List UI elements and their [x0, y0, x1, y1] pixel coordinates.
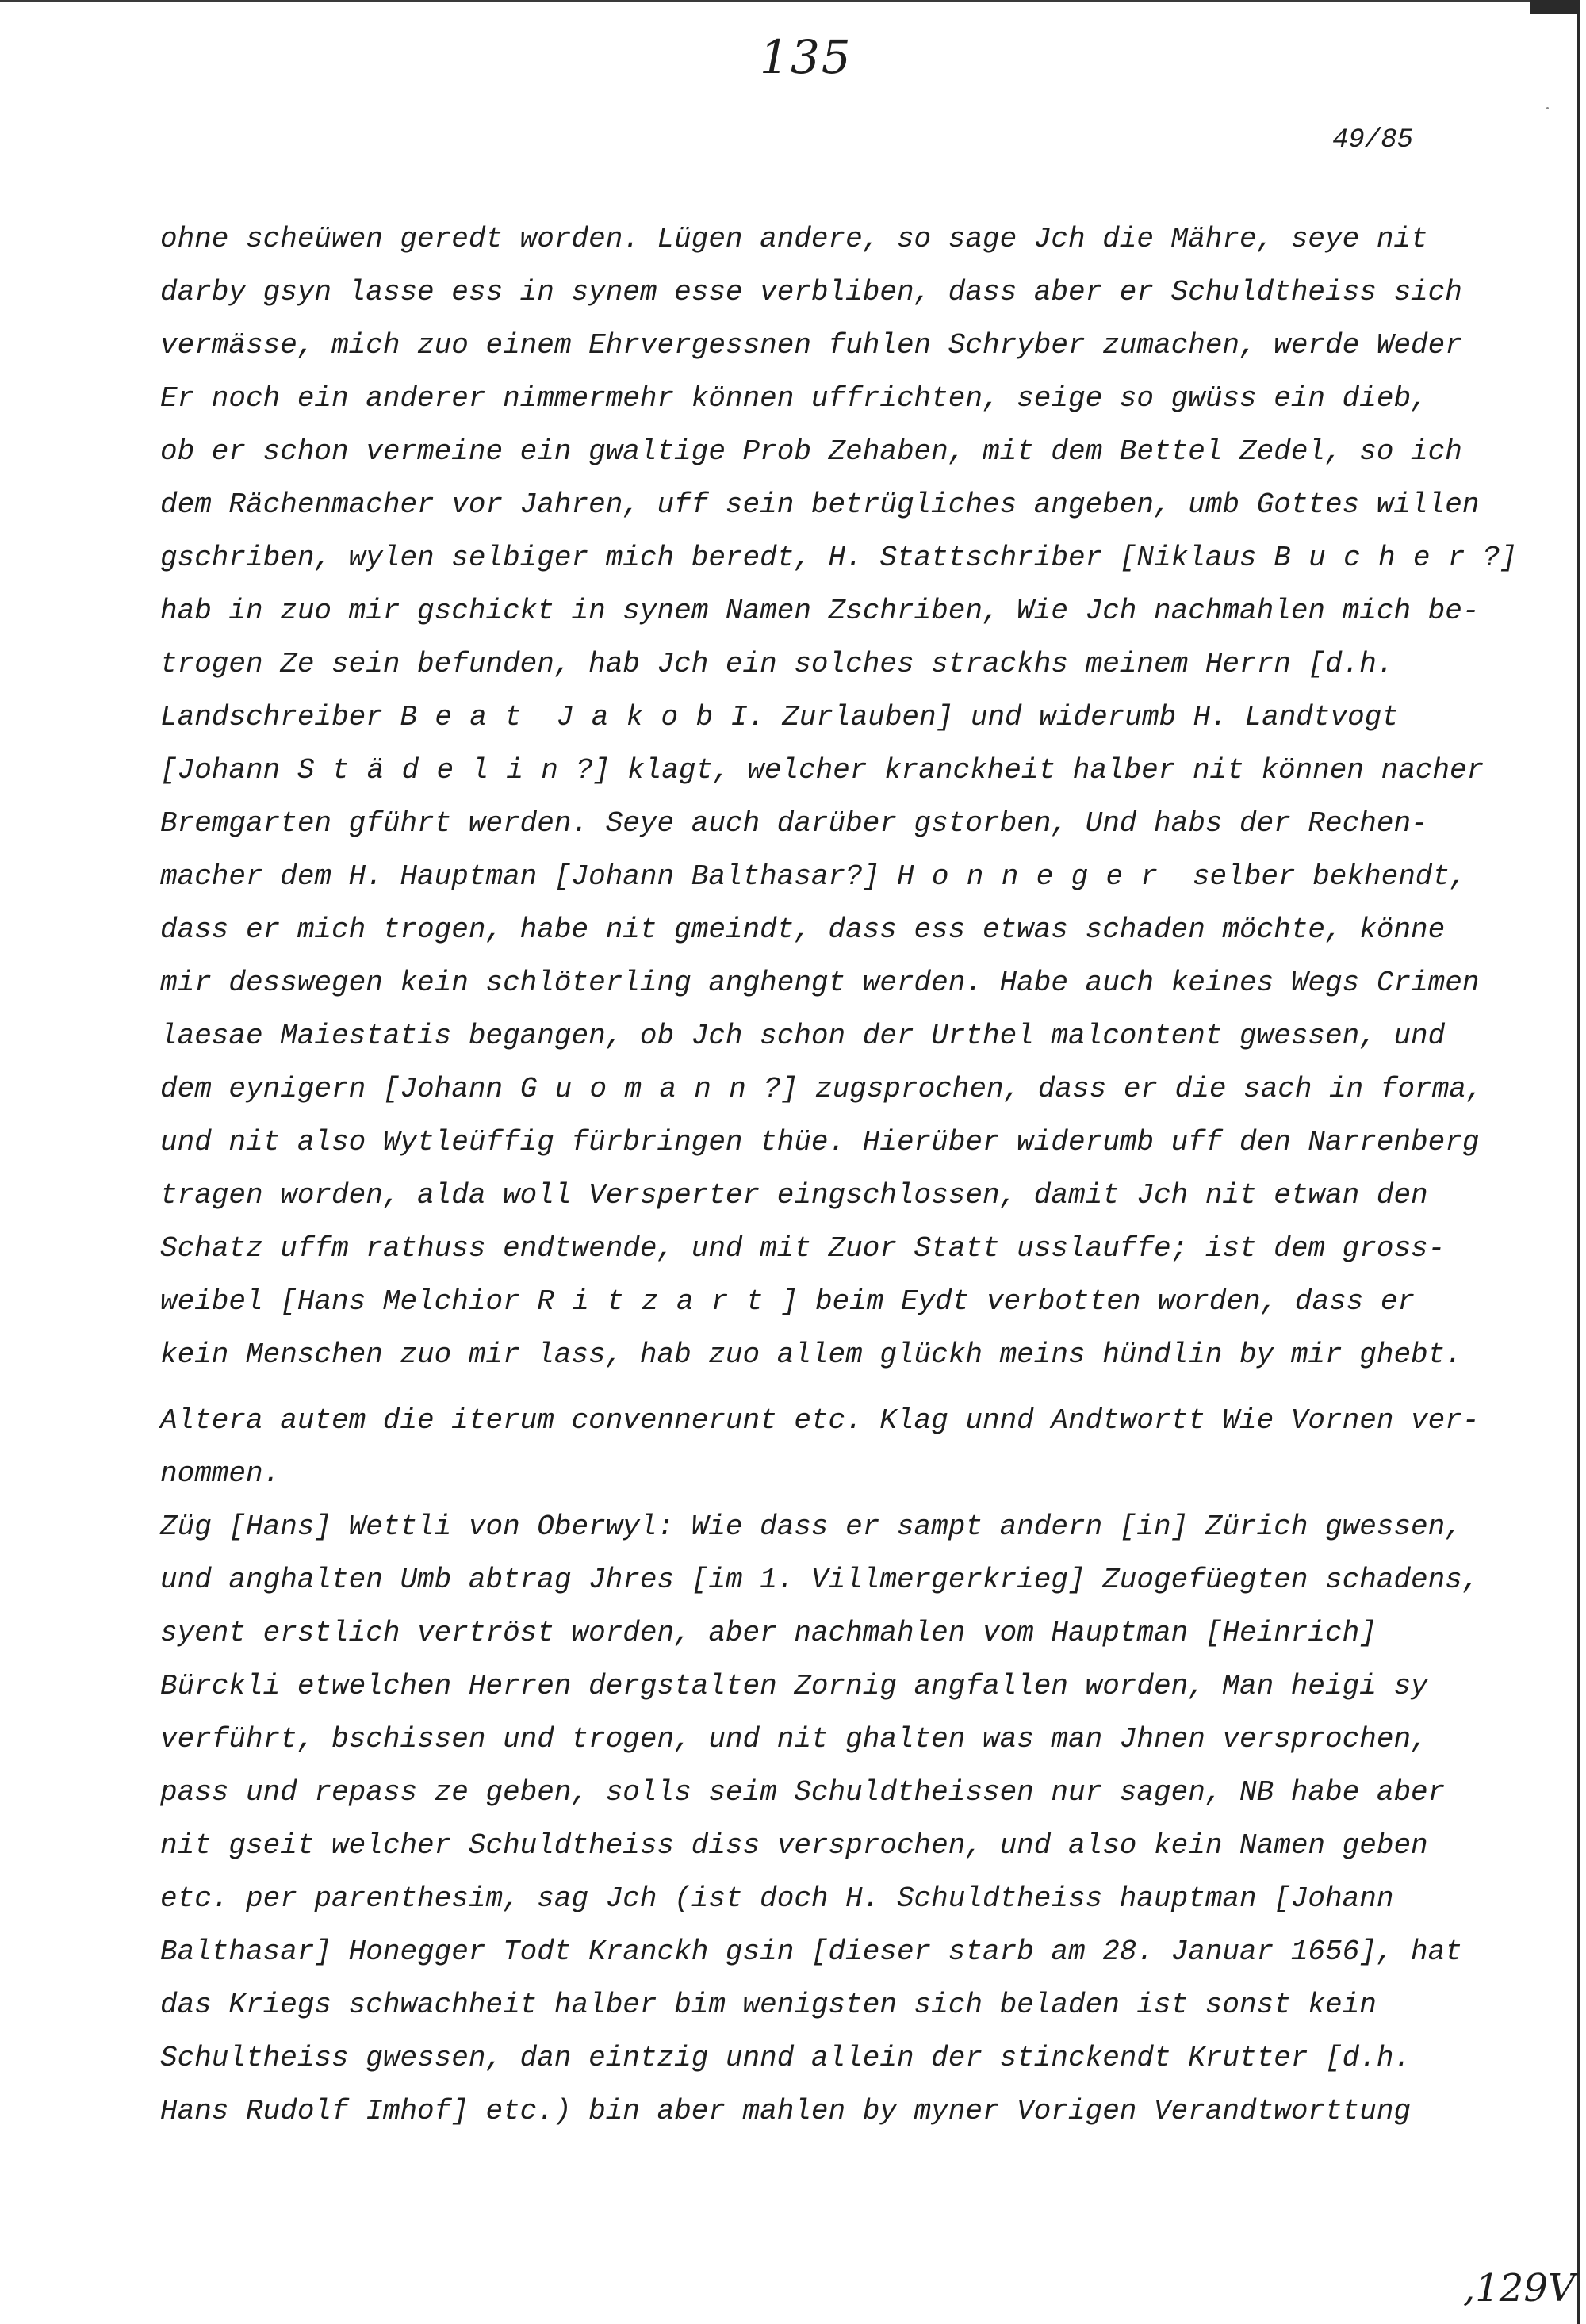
text-line: Schatz uffm rathuss endtwende, und mit Zuor Statt usslauffe; ist dem gross-	[160, 1232, 1446, 1265]
text-segment: [Johann	[160, 754, 297, 787]
text-line: und nit also Wytleüffig fürbringen thüe. Hierüber widerumb uff den Narrenberg	[160, 1126, 1480, 1158]
text-line: Züg [Hans] Wettli von Oberwyl: Wie dass er sampt andern [in] Zürich gwessen,	[160, 1510, 1462, 1543]
text-segment: ?] klagt, welcher kranckheit halber nit können nacher	[576, 754, 1484, 787]
text-line: mir desswegen kein schlöterling anghengt werden. Habe auch keines Wegs Crimen	[160, 967, 1480, 999]
paragraph-gap	[160, 1381, 1461, 1394]
spaced-name: Bucher	[1274, 542, 1483, 574]
text-segment: selber bekhendt,	[1175, 860, 1467, 893]
text-segment: ?]	[1482, 542, 1517, 574]
text-line: Schultheiss gwessen, dan eintzig unnd allein der stinckendt Krutter [d.h.	[160, 2042, 1412, 2074]
text-line: ob er schon vermeine ein gwaltige Prob Zehaben, mit dem Bettel Zedel, so ich	[160, 435, 1462, 468]
spaced-name: Ritzart	[537, 1285, 781, 1318]
scan-corner-mark	[1530, 0, 1580, 14]
spaced-name: Jakob	[556, 701, 731, 733]
scan-top-border	[0, 0, 1578, 2]
text-line: verführt, bschissen und trogen, und nit ghalten was man Jhnen versprochen,	[160, 1723, 1428, 1755]
text-segment: Landschreiber	[160, 701, 400, 733]
text-line: Altera autem die iterum convennerunt etc. Klag unnd Andtwortt Wie Vornen ver-	[160, 1404, 1480, 1437]
text-line: laesae Maiestatis begangen, ob Jch schon der Urthel malcontent gwessen, und	[160, 1020, 1446, 1052]
scan-right-border	[1577, 0, 1580, 2324]
scan-speck	[1546, 107, 1549, 109]
text-line: syent erstlich vertröst worden, aber nachmahlen vom Hauptman [Heinrich]	[160, 1617, 1377, 1649]
text-line	[160, 1062, 1484, 1116]
text-line: pass und repass ze geben, solls seim Schuldtheissen nur sagen, NB habe aber	[160, 1776, 1446, 1809]
paragraph-1	[160, 212, 1517, 1381]
text-line: nit gseit welcher Schuldtheiss diss versprochen, und also kein Namen geben	[160, 1829, 1428, 1862]
text-line: ohne scheüwen geredt worden. Lügen andere, so sage Jch die Mähre, seye nit	[160, 223, 1428, 255]
text-line: tragen worden, alda woll Versperter eingschlossen, damit Jch nit etwan den	[160, 1179, 1428, 1212]
text-segment: dem eynigern [Johann	[160, 1073, 520, 1105]
text-segment: gschriben, wylen selbiger mich beredt, H. Stattschriber [Niklaus	[160, 542, 1274, 574]
text-line: und anghalten Umb abtrag Jhres [im 1. Villmergerkrieg] Zuogefüegten schadens,	[160, 1564, 1480, 1596]
text-line: das Kriegs schwachheit halber bim wenigsten sich beladen ist sonst kein	[160, 1989, 1377, 2021]
text-line: Hans Rudolf Imhof] etc.) bin aber mahlen by myner Vorigen Verandtworttung	[160, 2095, 1412, 2127]
text-line: nommen.	[160, 1457, 281, 1490]
spaced-name: Honneger	[896, 860, 1176, 893]
text-line	[160, 531, 1517, 584]
text-line: Bremgarten gführt werden. Seye auch darüber gstorben, Und habs der Rechen-	[160, 807, 1428, 840]
handwritten-page-number: 135	[760, 30, 852, 84]
text-line	[160, 850, 1467, 903]
text-line	[160, 1275, 1461, 1328]
text-segment	[539, 701, 557, 733]
text-line: kein Menschen zuo mir lass, hab zuo allem glückh meins hündlin by mir ghebt.	[160, 1338, 1462, 1371]
folio-mark: ,129V	[1463, 2266, 1576, 2311]
text-line: hab in zuo mir gschickt in synem Namen Zschriben, Wie Jch nachmahlen mich be-	[160, 595, 1480, 627]
page-reference: 49/85	[1332, 125, 1414, 155]
text-line: etc. per parenthesim, sag Jch (ist doch H. Schuldtheiss hauptman [Johann	[160, 1882, 1394, 1915]
text-segment: ] beim Eydt verbotten worden, dass er	[780, 1285, 1416, 1318]
document-body	[160, 212, 1517, 2138]
paragraph-3	[160, 1500, 1480, 2138]
text-line: trogen Ze sein befunden, hab Jch ein solches strackhs meinem Herrn [d.h.	[160, 648, 1394, 680]
paragraph-2	[160, 1394, 1480, 1500]
text-line: darby gsyn lasse ess in synem esse verbliben, dass aber er Schuldtheiss sich	[160, 276, 1462, 308]
text-line: Bürckli etwelchen Herren dergstalten Zornig angfallen worden, Man heigi sy	[160, 1670, 1428, 1702]
text-line: dem Rächenmacher vor Jahren, uff sein betrügliches angeben, umb Gottes willen	[160, 488, 1480, 521]
text-line	[160, 691, 1461, 744]
text-segment: I. Zurlauben] und widerumb H. Landtvogt	[730, 701, 1399, 733]
spaced-name: Guomann	[519, 1073, 764, 1105]
text-line: Er noch ein anderer nimmermehr können uffrichten, seige so gwüss ein dieb,	[160, 382, 1428, 415]
text-segment: macher dem H. Hauptman [Johann Balthasar?]	[160, 860, 897, 893]
text-line	[160, 744, 1484, 797]
text-segment: ?] zugsprochen, dass er die sach in forma,	[764, 1073, 1484, 1105]
text-line: dass er mich trogen, habe nit gmeindt, dass ess etwas schaden möchte, könne	[160, 913, 1446, 946]
spaced-name: Beat	[400, 701, 540, 733]
text-line: Balthasar] Honegger Todt Kranckh gsin [dieser starb am 28. Januar 1656], hat	[160, 1935, 1462, 1968]
text-line: vermässe, mich zuo einem Ehrvergessnen fuhlen Schryber zumachen, werde Weder	[160, 329, 1462, 362]
spaced-name: Städelin	[297, 754, 577, 787]
text-segment: weibel [Hans Melchior	[160, 1285, 538, 1318]
